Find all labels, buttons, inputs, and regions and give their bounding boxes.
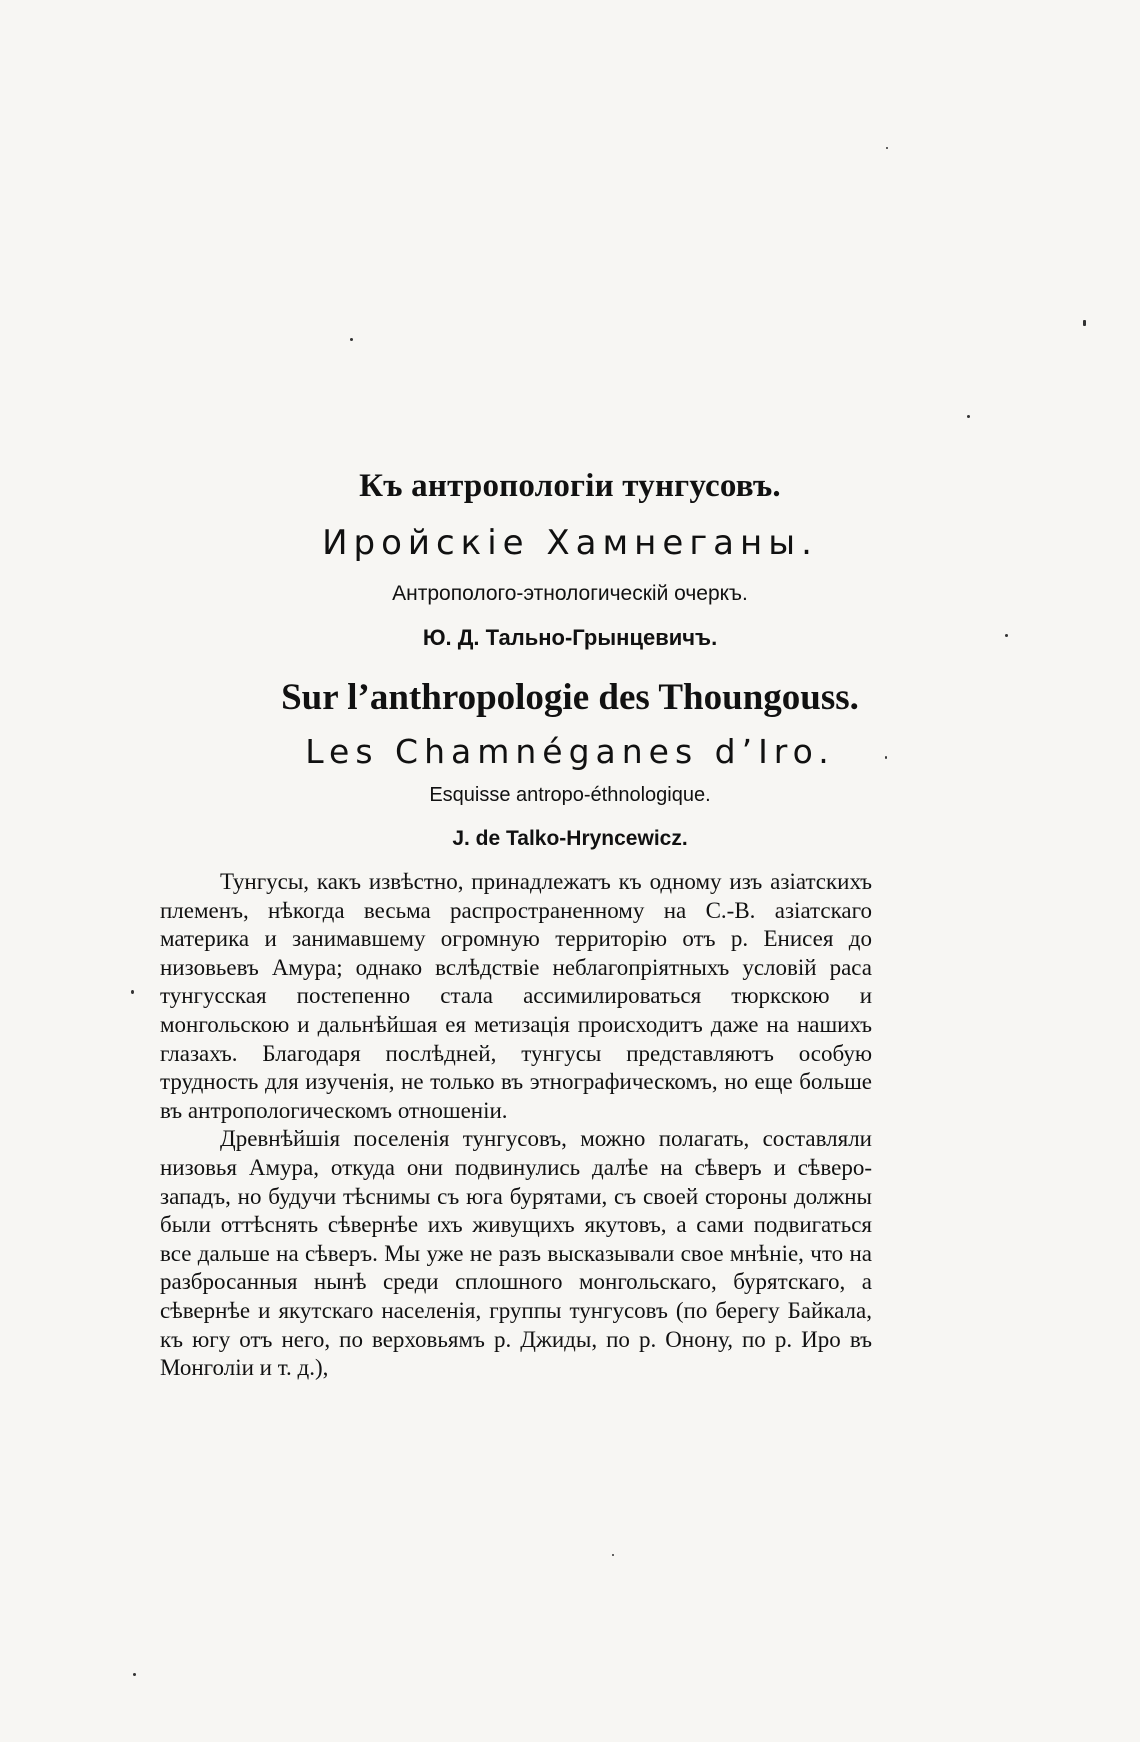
russian-title: Къ антропологіи тунгусовъ. [359, 468, 781, 504]
scan-speck [131, 990, 134, 994]
russian-essay-type: Антрополого-этнологическій очеркъ. [392, 582, 748, 605]
scan-speck [886, 147, 888, 149]
body-text [160, 868, 872, 1383]
scan-speck [133, 1673, 136, 1676]
french-essay-type: Esquisse antropo-éthnologique. [429, 784, 711, 806]
french-author: J. de Talko-Hryncewicz. [452, 827, 688, 850]
russian-subtitle: Иройскіе Хамнеганы. [322, 523, 818, 563]
scan-speck [1083, 320, 1086, 326]
scan-speck [350, 338, 353, 341]
scan-speck [967, 415, 970, 418]
russian-author: Ю. Д. Тально-Грынцевичъ. [422, 625, 718, 650]
scan-speck [1005, 634, 1008, 637]
french-title: Sur l’anthropologie des Thoungouss. [281, 677, 859, 718]
scan-speck [885, 756, 887, 759]
french-subtitle: Les Chamnéganes d’Iro. [305, 732, 835, 771]
paragraph: Тунгусы, какъ извѣстно, принадлежатъ къ одному изъ азіатскихъ племенъ, нѣкогда весьма распространенному на С.-В. азіатскаго материка и занимавшему огромную территорію отъ р. Енисея до низовьевъ Амура; однако вслѣдствіе неблагопріятныхъ условій раса тунгусская постепенно стала ассимилироваться тюркскою и монгольскою и дальнѣйшая ея метизація происходитъ даже на нашихъ глазахъ. Благодаря послѣдней, тунгусы представляютъ особую трудность для изученія, не только въ этнографическомъ, но еще больше въ антропологическомъ отношеніи. [160, 869, 872, 1123]
scan-speck [612, 1554, 614, 1556]
paragraph: Древнѣйшія поселенія тунгусовъ, можно полагать, составляли низовья Амура, откуда они подвинулись далѣе на сѣверъ и сѣверо-западъ, но будучи тѣснимы съ юга бурятами, съ своей стороны должны были оттѣснять сѣвернѣе ихъ живущихъ якутовъ, а сами подвигаться все дальше на сѣверъ. Мы уже не разъ высказывали свое мнѣніе, что на разбросанныя нынѣ среди сплошного монгольскаго, бурятскаго, а сѣвернѣе и якутскаго населенія, группы тунгусовъ (по берегу Байкала, къ югу отъ него, по верховьямъ р. Джиды, по р. Онону, по р. Иро въ Монголіи и т. д.), [160, 1126, 872, 1381]
